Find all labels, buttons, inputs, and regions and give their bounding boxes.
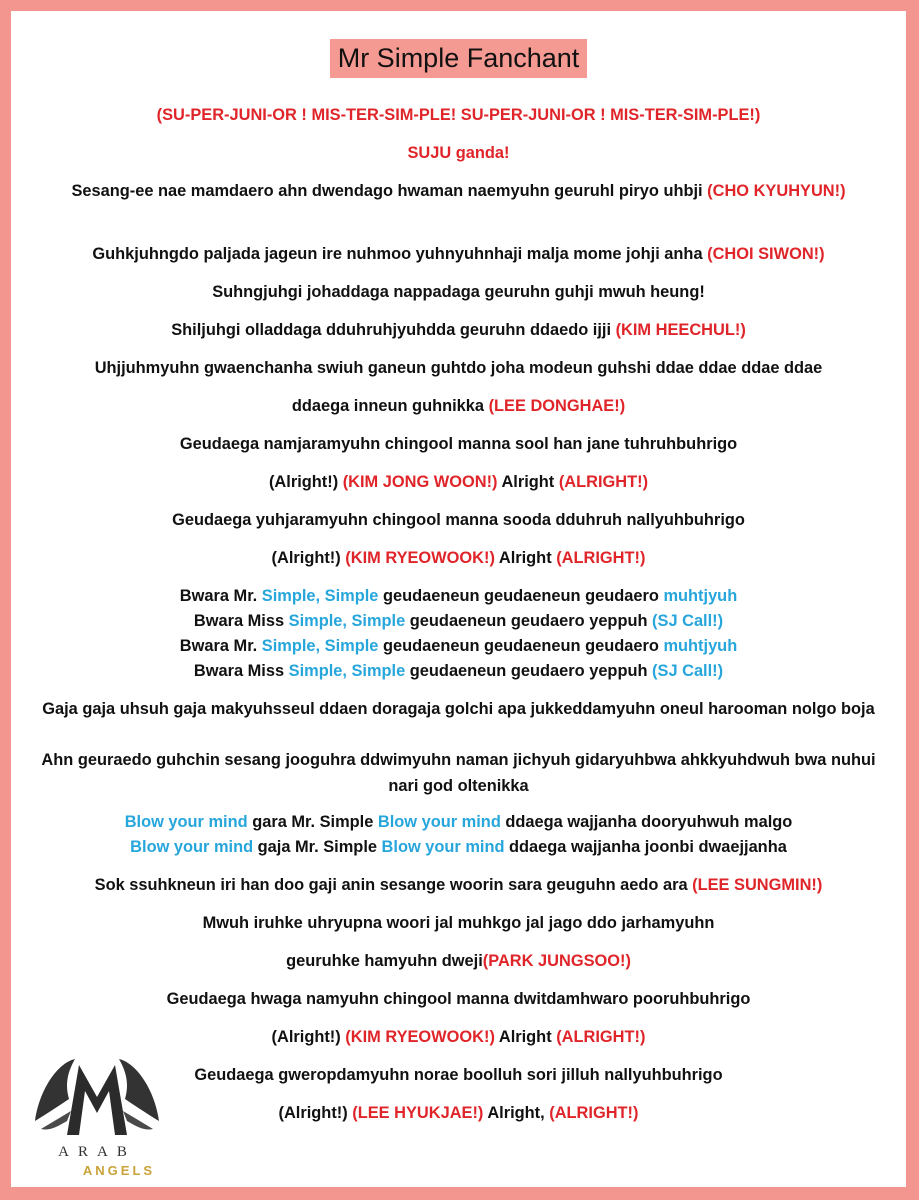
member-call: (KIM RYEOWOOK!) [345,1028,495,1046]
lyric-text: geuruhke hamyuhn dweji [286,952,483,970]
lyric-text: ddaega wajjanha joonbi dwaejjanha [504,838,787,856]
lyric-line-21 [11,872,906,898]
blue-lyric: Simple, Simple [261,637,379,655]
lyric-line-5: Suhngjuhgi johaddaga nappadaga geuruhn guhji mwuh heung! [212,283,705,301]
lyric-text: Guhkjuhngdo paljada jageun ire nuhmoo yuhnyuhnhaji malja mome johji anha [92,245,708,263]
lyric-line-26: Geudaega gweropdamyuhn norae boolluh sori jilluh nallyuhbuhrigo [194,1066,723,1084]
lyric-line-7: Uhjjuhmyuhn gwaenchanha swiuh ganeun guhtdo joha modeun guhshi ddae ddae ddae ddae [94,359,823,377]
logo-line-1: ARAB [58,1144,136,1160]
logo-line-2: ANGELS [82,1163,156,1178]
lyric-text: ddaega inneun guhnikka [291,397,489,415]
lyric-line-6 [11,317,906,343]
lyric-text: Sok ssuhkneun iri han doo gaji anin sesange woorin sara geuguhn aedo ara [94,876,693,894]
lyric-text: (Alright!) [271,1028,346,1046]
member-call: (LEE SUNGMIN!) [692,876,823,894]
lyric-text: (Alright!) [278,1104,353,1122]
blue-lyric: Simple, Simple [288,662,406,680]
chant-call: (ALRIGHT!) [549,1104,639,1122]
lyric-line-24: Geudaega hwaga namyuhn chingool manna dwitdamhwaro pooruhbuhrigo [166,990,751,1008]
lyric-text: geudaeneun geudaero yeppuh [405,612,653,630]
arab-angels-logo [27,1051,167,1181]
member-call: (KIM JONG WOON!) [342,473,498,491]
lyric-line-10 [11,469,906,495]
lyric-line-13 [11,583,906,609]
lyric-text: Bwara Mr. [179,587,262,605]
lyric-line-15 [11,633,906,659]
lyric-text: gaja Mr. Simple [253,838,382,856]
lyric-line-22: Mwuh iruhke uhryupna woori jal muhkgo jal jago ddo jarhamyuhn [202,914,715,932]
lyric-text: Bwara Miss [193,662,289,680]
lyric-line-25 [11,1024,906,1050]
lyric-text: Bwara Mr. [179,637,262,655]
lyric-text: geudaeneun geudaeneun geudaero [378,587,664,605]
lyric-line-4 [11,241,906,267]
lyric-text: Sesang-ee nae mamdaero ahn dwendago hwaman naemyuhn geuruhl piryo uhbji [71,182,708,200]
document-page [11,11,906,1187]
member-call: (CHOI SIWON!) [707,245,825,263]
lyric-text: (Alright!) [268,473,343,491]
lyric-text: geudaeneun geudaeneun geudaero [378,637,664,655]
title-container [11,39,906,78]
sj-call: (SJ Call!) [652,612,724,630]
sj-call: (SJ Call!) [652,662,724,680]
lyric-line-20 [11,834,906,860]
lyric-line-17: Gaja gaja uhsuh gaja makyuhsseul ddaen doragaja golchi apa jukkeddamyuhn oneul harooman nolgo boja [42,700,875,718]
blue-lyric: Blow your mind [124,813,248,831]
lyric-line-16 [11,658,906,684]
lyric-line-18: Ahn geuraedo guhchin sesang jooguhra ddwimyuhn naman jichyuh gidaryuhbwa ahkkyuhdwuh bwa nuhui nari god oltenikka [41,751,876,795]
blue-lyric: Blow your mind [130,838,254,856]
blue-lyric: muhtjyuh [663,637,738,655]
chant-call: (ALRIGHT!) [558,473,649,491]
lyric-text: (Alright!) [271,549,346,567]
lyric-text: Bwara Miss [193,612,289,630]
blue-lyric: Simple, Simple [288,612,406,630]
lyric-text: geudaeneun geudaero yeppuh [405,662,653,680]
page-title: Mr Simple Fanchant [330,39,588,78]
member-call: (LEE DONGHAE!) [488,397,626,415]
blue-lyric: muhtjyuh [663,587,738,605]
lyric-text: Alright [494,549,557,567]
lyric-text: ddaega wajjanha dooryuhwuh malgo [500,813,793,831]
member-call: (CHO KYUHYUN!) [707,182,846,200]
chant-line-1: (SU-PER-JUNI-OR ! MIS-TER-SIM-PLE! SU-PER-JUNI-OR ! MIS-TER-SIM-PLE!) [156,106,761,124]
chant-line-2: SUJU ganda! [407,144,510,162]
left-wing-icon [35,1059,75,1121]
member-call: (PARK JUNGSOO!) [482,952,631,970]
lyric-line-12 [11,545,906,571]
lyric-line-19 [11,809,906,835]
lyric-line-14 [11,608,906,634]
member-call: (LEE HYUKJAE!) [352,1104,484,1122]
lyric-text: Alright [494,1028,557,1046]
blue-lyric: Blow your mind [377,813,501,831]
lyric-text: gara Mr. Simple [247,813,378,831]
lyric-line-11: Geudaega yuhjaramyuhn chingool manna sooda dduhruh nallyuhbuhrigo [172,511,745,529]
right-wing-icon [119,1059,159,1121]
lyric-text: Alright, [483,1104,550,1122]
blue-lyric: Blow your mind [381,838,505,856]
lyric-line-23 [11,948,906,974]
lyric-text: Alright [497,473,559,491]
m-letter-icon [67,1065,127,1135]
lyric-line-9: Geudaega namjaramyuhn chingool manna sool han jane tuhruhbuhrigo [179,435,738,453]
member-call: (KIM HEECHUL!) [615,321,746,339]
chant-call: (ALRIGHT!) [556,1028,646,1046]
blue-lyric: Simple, Simple [261,587,379,605]
lyric-line-8 [11,393,906,419]
chant-call: (ALRIGHT!) [556,549,646,567]
member-call: (KIM RYEOWOOK!) [345,549,495,567]
lyric-text: Shiljuhgi olladdaga dduhruhjyuhdda geuruhn ddaedo ijji [171,321,616,339]
lyric-line-3 [31,178,886,204]
